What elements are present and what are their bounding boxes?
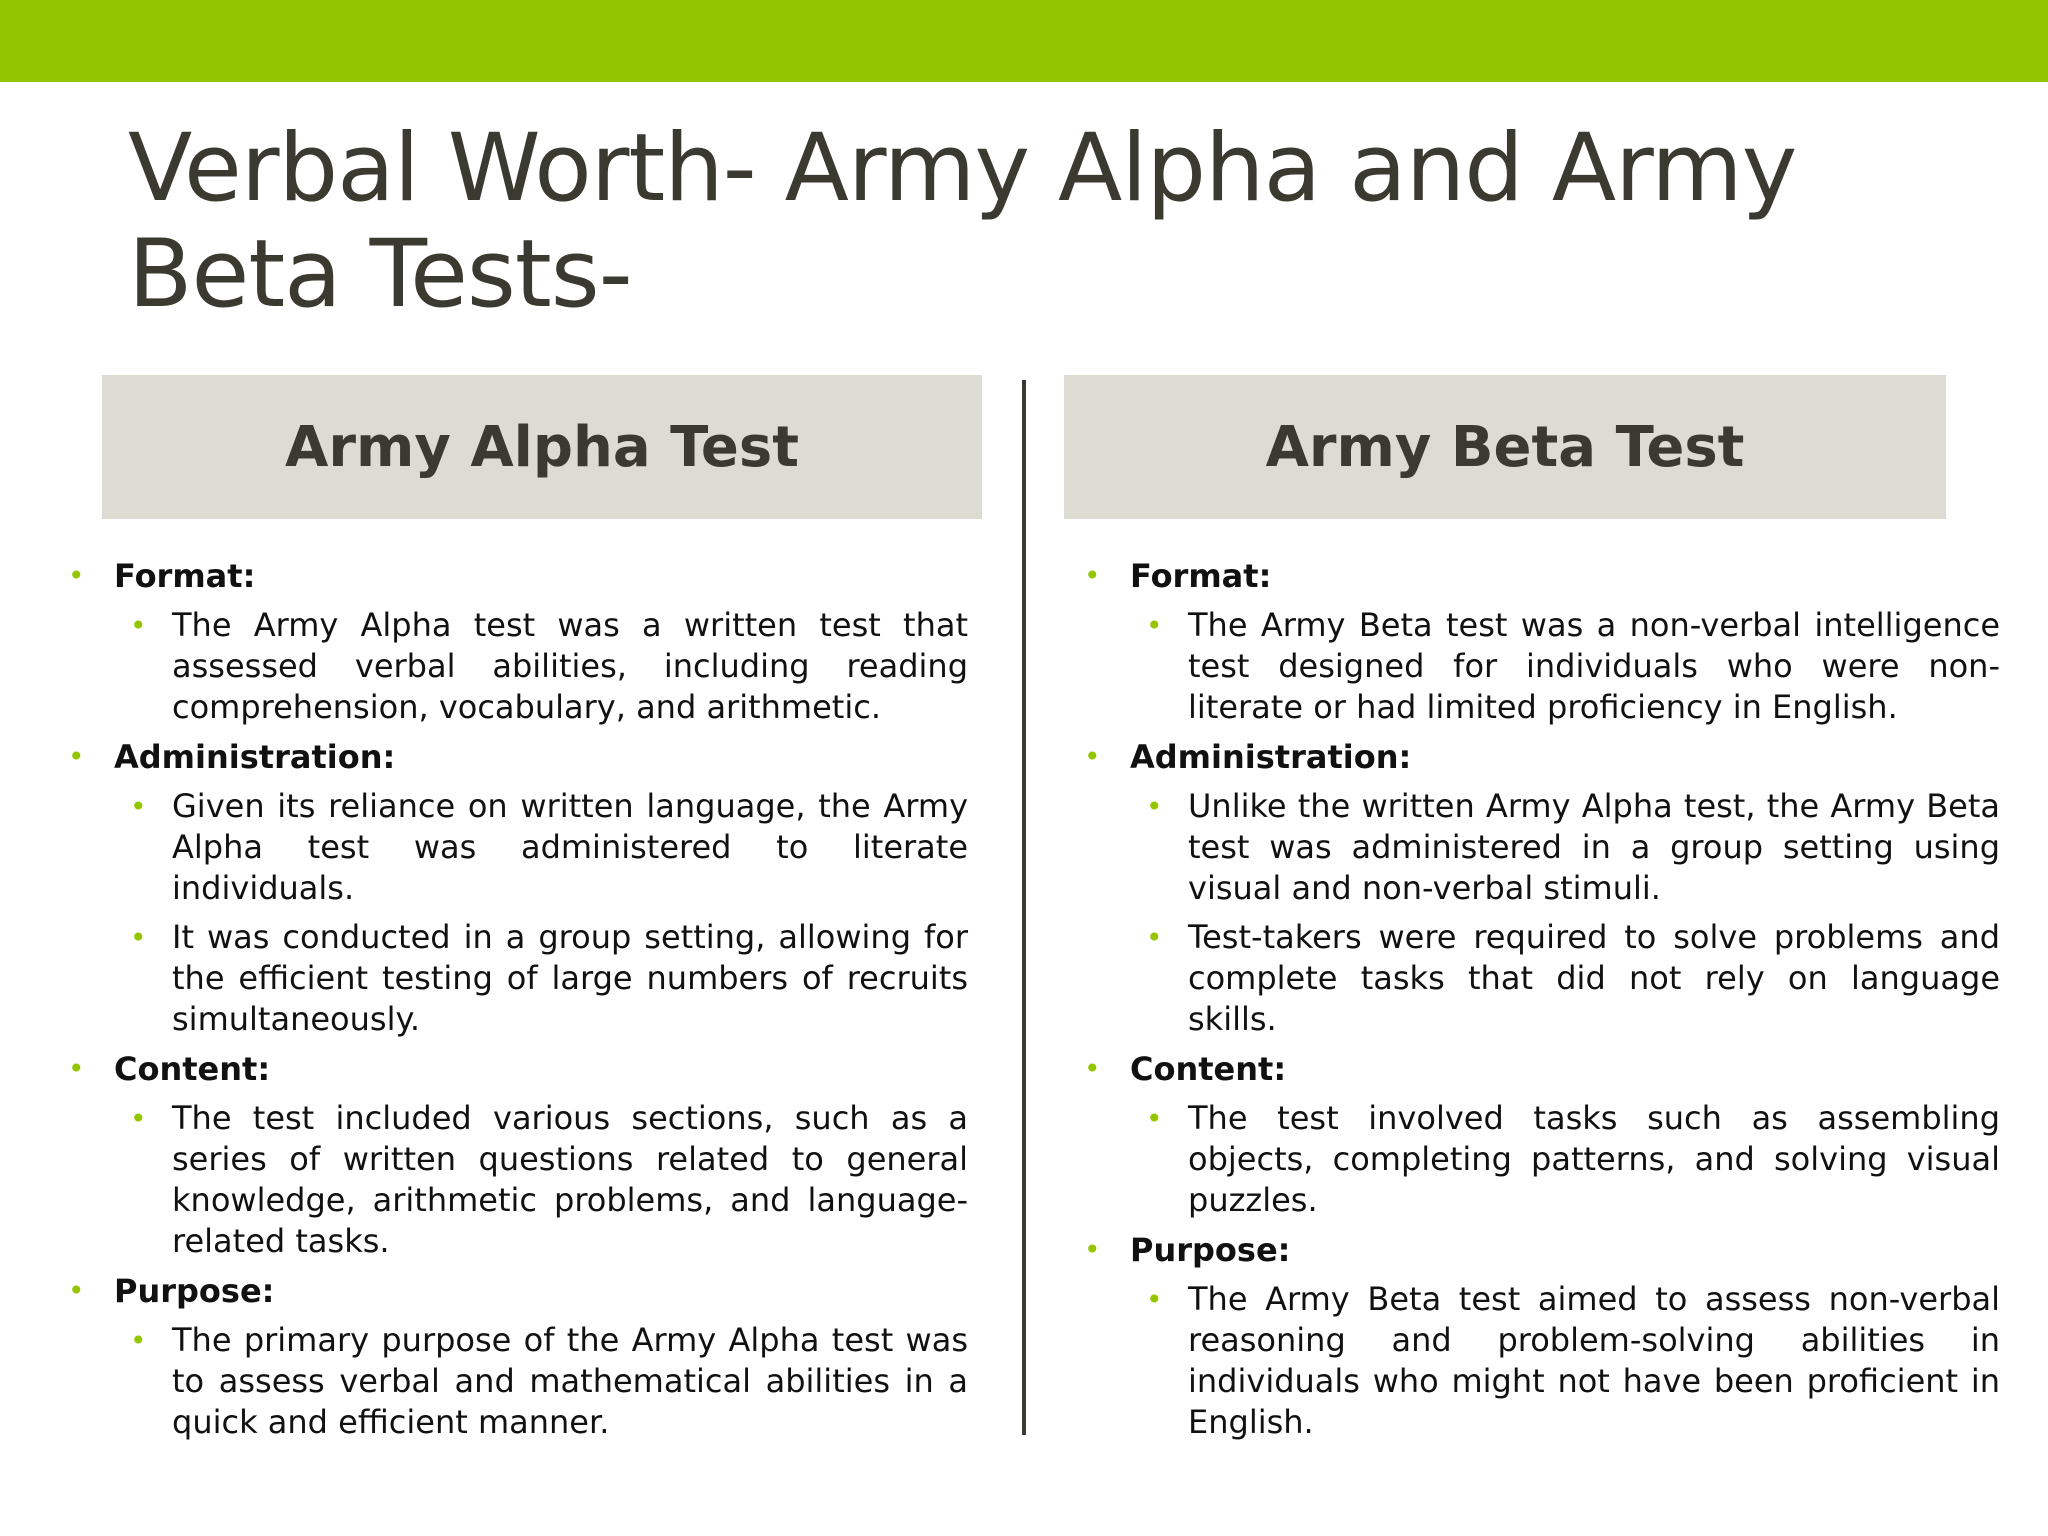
bullet-icon: • (1146, 1102, 1163, 1135)
bullet-icon: • (130, 609, 147, 642)
section-label-text: Content: (114, 1050, 271, 1088)
bullet-text: The test involved tasks such as assembling objects, completing patterns, and solving visual puzzles. (1188, 1099, 2000, 1219)
section-label-text: Administration: (114, 738, 396, 776)
top-accent-bar (0, 0, 2048, 82)
bullet-text: Test-takers were required to solve problems and complete tasks that did not rely on language skills. (1188, 918, 2000, 1038)
bullet-icon: • (68, 559, 85, 592)
section-label (1084, 736, 2000, 778)
column-heading: Army Beta Test (1064, 375, 1946, 519)
bullet-item (1146, 1279, 2000, 1443)
bullet-icon: • (130, 921, 147, 954)
bullet-item (130, 605, 968, 728)
bullet-text: The primary purpose of the Army Alpha test was to assess verbal and mathematical abilities in a quick and efficient manner. (172, 1321, 968, 1441)
section-label-text: Administration: (1130, 738, 1412, 776)
column-heading: Army Alpha Test (102, 375, 982, 519)
bullet-text: The Army Beta test was a non-verbal intelligence test designed for individuals who were non-literate or had limited proficiency in English. (1188, 606, 2000, 726)
bullet-item (1146, 1098, 2000, 1221)
section-label (68, 736, 968, 778)
bullet-icon: • (130, 1102, 147, 1135)
bullet-icon: • (130, 790, 147, 823)
bullet-text: The Army Beta test aimed to assess non-verbal reasoning and problem-solving abilities in individuals who might not have been proficient in English. (1188, 1280, 2000, 1441)
bullet-text: The Army Alpha test was a written test that assessed verbal abilities, including reading comprehension, vocabulary, and arithmetic. (172, 606, 968, 726)
slide-title: Verbal Worth- Army Alpha and Army Beta Tests- (128, 114, 1797, 329)
column-divider (1022, 380, 1026, 1435)
bullet-item (130, 1320, 968, 1443)
section-label-text: Purpose: (114, 1272, 275, 1310)
section-label (1084, 1229, 2000, 1271)
bullet-icon: • (130, 1324, 147, 1357)
bullet-icon: • (1084, 1233, 1101, 1266)
section-label (68, 555, 968, 597)
section-label-text: Format: (114, 557, 256, 595)
section-label (1084, 555, 2000, 597)
section-label (68, 1270, 968, 1312)
bullet-text: Unlike the written Army Alpha test, the Army Beta test was administered in a group setting using visual and non-verbal stimuli. (1188, 787, 2000, 907)
bullet-icon: • (68, 1052, 85, 1085)
bullet-icon: • (1146, 609, 1163, 642)
bullet-item (130, 786, 968, 909)
bullet-item (1146, 786, 2000, 909)
bullet-icon: • (68, 740, 85, 773)
bullet-icon: • (1146, 1283, 1163, 1316)
section-label (68, 1048, 968, 1090)
bullet-item (130, 1098, 968, 1262)
bullet-text: Given its reliance on written language, the Army Alpha test was administered to literate individuals. (172, 787, 968, 907)
bullet-item (1146, 917, 2000, 1040)
section-label-text: Purpose: (1130, 1231, 1291, 1269)
bullet-item (130, 917, 968, 1040)
left-column (68, 375, 982, 1441)
section-label-text: Format: (1130, 557, 1272, 595)
bullet-icon: • (1084, 559, 1101, 592)
section-label-text: Content: (1130, 1050, 1287, 1088)
section-label (1084, 1048, 2000, 1090)
left-bullet-list (68, 555, 968, 1451)
bullet-icon: • (68, 1274, 85, 1307)
right-column (1064, 375, 2000, 1441)
bullet-icon: • (1146, 790, 1163, 823)
bullet-text: It was conducted in a group setting, allowing for the efficient testing of large numbers of recruits simultaneously. (172, 918, 968, 1038)
bullet-text: The test included various sections, such as a series of written questions related to general knowledge, arithmetic problems, and language-related tasks. (172, 1099, 968, 1260)
bullet-icon: • (1084, 1052, 1101, 1085)
bullet-item (1146, 605, 2000, 728)
bullet-icon: • (1084, 740, 1101, 773)
right-bullet-list (1084, 555, 2000, 1451)
bullet-icon: • (1146, 921, 1163, 954)
